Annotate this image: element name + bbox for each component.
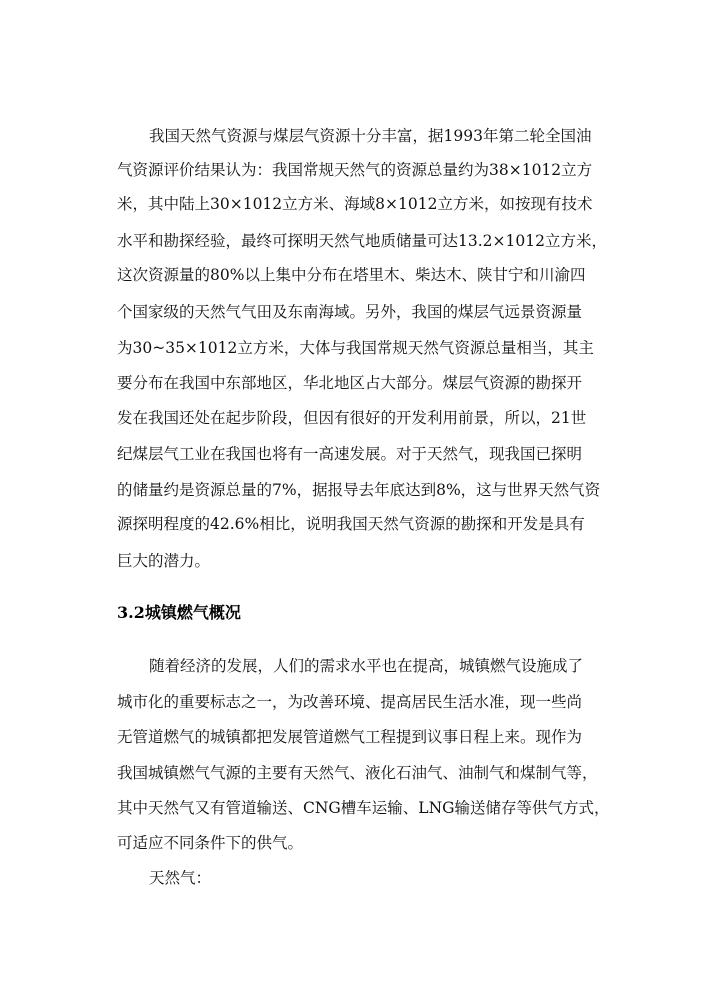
paragraph-1-line: 为30~35×1012立方米，大体与我国常规天然气资源总量相当，其主 <box>117 339 594 357</box>
paragraph-1-line: 水平和勘探经验，最终可探明天然气地质储量可达13.2×1012立方米， <box>117 232 607 250</box>
paragraph-2-line: 我国城镇燃气气源的主要有天然气、液化石油气、油制气和煤制气等， <box>117 764 598 782</box>
paragraph-3-line: 天然气： <box>149 869 212 887</box>
paragraph-1-line: 要分布在我国中东部地区，华北地区占大部分。煤层气资源的勘探开 <box>117 374 583 392</box>
paragraph-2-line: 无管道燃气的城镇都把发展管道燃气工程提到议事日程上来。现作为 <box>117 728 583 746</box>
paragraph-1-line: 个国家级的天然气气田及东南海域。另外，我国的煤层气远景资源量 <box>117 303 583 321</box>
paragraph-1-line: 的储量约是资源总量的7%，据报导去年底达到8%，这与世界天然气资 <box>117 481 601 499</box>
paragraph-2-line: 城市化的重要标志之一，为改善环境、提高居民生活水准，现一些尚 <box>117 693 583 711</box>
paragraph-1-line: 发在我国还处在起步阶段，但因有很好的开发利用前景，所以，21世 <box>117 409 587 427</box>
paragraph-1-line: 巨大的潜力。 <box>117 552 211 570</box>
paragraph-1-line: 源探明程度的42.6%相比，说明我国天然气资源的勘探和开发是具有 <box>117 515 585 533</box>
paragraph-2-line: 随着经济的发展，人们的需求水平也在提高，城镇燃气设施成了 <box>149 657 584 675</box>
paragraph-1-line: 我国天然气资源与煤层气资源十分丰富，据1993年第二轮全国油 <box>149 127 592 145</box>
paragraph-1-line: 米，其中陆上30×1012立方米、海域8×1012立方米，如按现有技术 <box>117 195 593 213</box>
paragraph-1-line: 纪煤层气工业在我国也将有一高速发展。对于天然气，现我国已探明 <box>117 445 583 463</box>
paragraph-2-line: 其中天然气又有管道输送、CNG槽车运输、LNG输送储存等供气方式， <box>117 799 610 817</box>
paragraph-1-line: 气资源评价结果认为：我国常规天然气的资源总量约为38×1012立方 <box>117 161 593 179</box>
paragraph-1-line: 这次资源量的80%以上集中分布在塔里木、柴达木、陕甘宁和川渝四 <box>117 266 586 284</box>
paragraph-2-line: 可适应不同条件下的供气。 <box>117 834 304 852</box>
section-heading: 3.2城镇燃气概况 <box>117 603 241 622</box>
